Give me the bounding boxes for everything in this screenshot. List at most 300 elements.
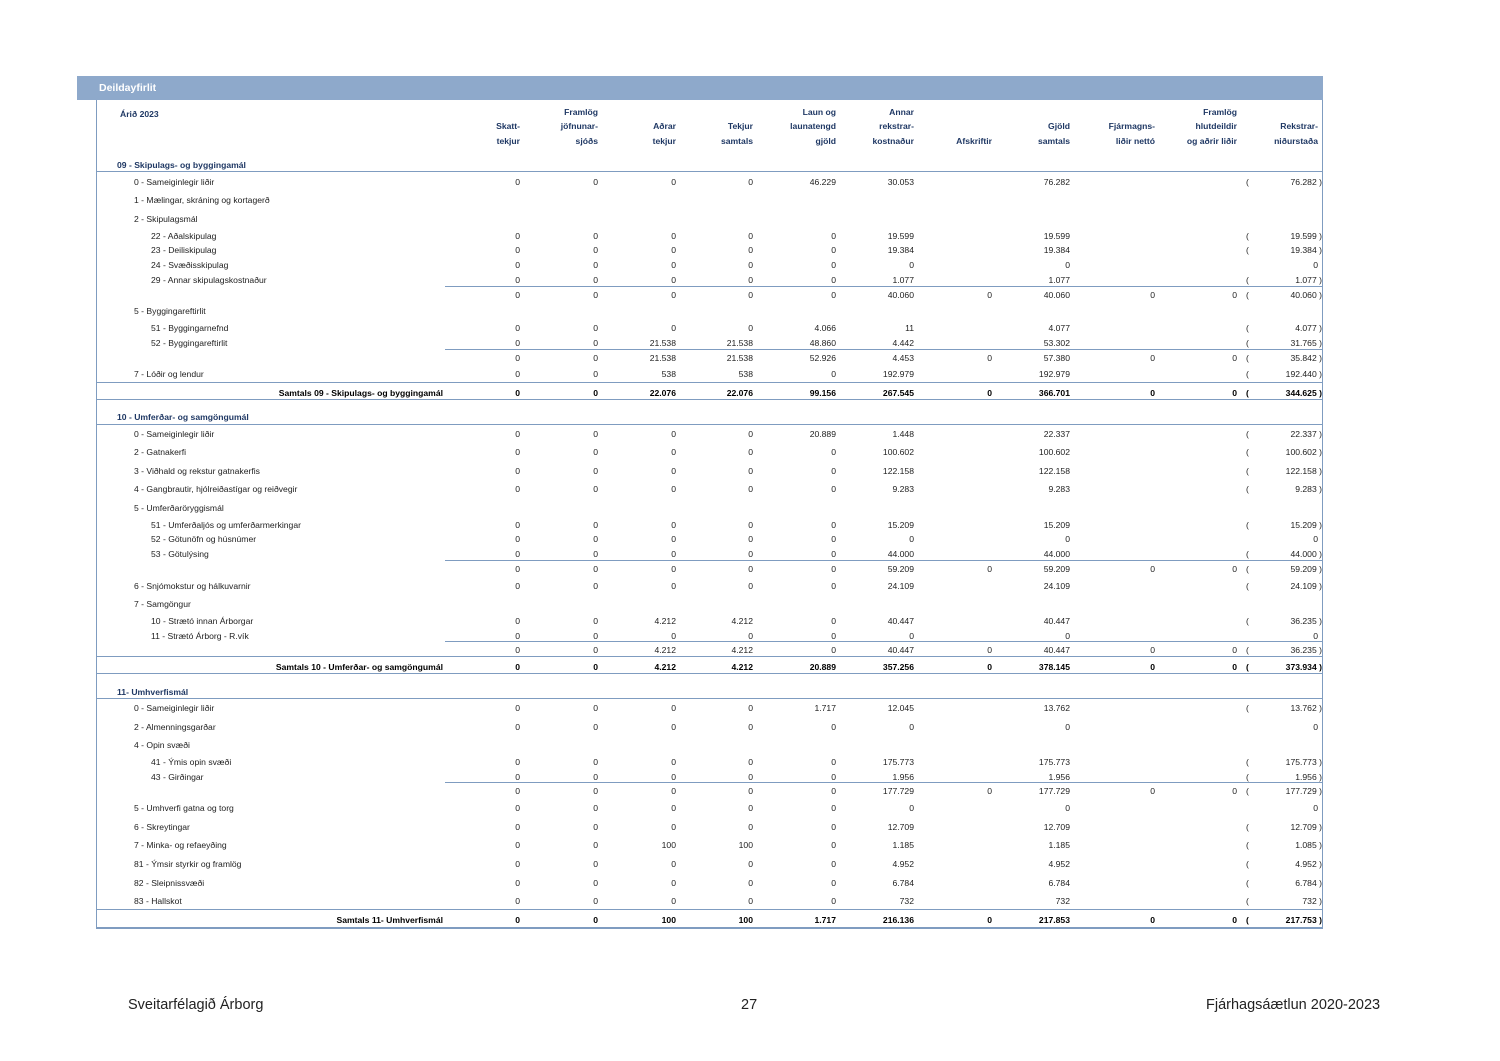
negative-open-paren: ( bbox=[1246, 662, 1249, 672]
value-cell: 0 bbox=[671, 859, 676, 869]
result-cell: 76.282 ) bbox=[1290, 177, 1322, 187]
row-label: 7 - Minka- og refaeyðing bbox=[134, 840, 227, 850]
value-cell: 0 bbox=[593, 564, 598, 574]
value-cell: 0 bbox=[1232, 915, 1237, 925]
row-divider bbox=[97, 382, 1322, 383]
table-row bbox=[0, 427, 1500, 441]
value-cell: 0 bbox=[748, 703, 753, 713]
row-divider bbox=[97, 673, 1322, 674]
value-cell: 357.256 bbox=[882, 662, 914, 672]
value-cell: 0 bbox=[515, 520, 520, 530]
value-cell: 9.283 bbox=[892, 484, 914, 494]
value-cell: 100 bbox=[738, 840, 753, 850]
value-cell: 0 bbox=[1232, 353, 1237, 363]
value-cell: 0 bbox=[748, 245, 753, 255]
value-cell: 192.979 bbox=[1038, 369, 1070, 379]
value-cell: 0 bbox=[515, 645, 520, 655]
value-cell: 21.538 bbox=[649, 353, 676, 363]
value-cell: 0 bbox=[593, 245, 598, 255]
value-cell: 1.956 bbox=[892, 772, 914, 782]
result-cell: 192.440 ) bbox=[1285, 369, 1322, 379]
value-cell: 6.784 bbox=[892, 878, 914, 888]
value-cell: 0 bbox=[748, 429, 753, 439]
value-cell: 48.860 bbox=[809, 338, 836, 348]
row-label: 2 - Almenningsgarðar bbox=[134, 722, 216, 732]
table-row bbox=[0, 273, 1500, 287]
column-header: Framlög hlutdeildir og aðrir liðir bbox=[1186, 106, 1237, 146]
row-divider bbox=[97, 424, 1322, 425]
table-row bbox=[0, 755, 1500, 769]
result-cell: 122.158 ) bbox=[1285, 466, 1322, 476]
result-cell: 19.384 ) bbox=[1290, 245, 1322, 255]
negative-open-paren: ( bbox=[1246, 757, 1249, 767]
value-cell: 4.077 bbox=[1048, 323, 1070, 333]
row-label: 4 - Gangbrautir, hjólreiðastígar og reiðvegir bbox=[134, 484, 298, 494]
result-cell: 1.956 ) bbox=[1295, 772, 1322, 782]
value-cell: 177.729 bbox=[1038, 786, 1070, 796]
result-cell: 344.625 ) bbox=[1285, 388, 1322, 398]
value-cell: 0 bbox=[987, 353, 992, 363]
value-cell: 0 bbox=[831, 290, 836, 300]
value-cell: 0 bbox=[748, 177, 753, 187]
row-label: 6 - Skreytingar bbox=[134, 822, 190, 832]
value-cell: 0 bbox=[593, 703, 598, 713]
value-cell: 0 bbox=[748, 757, 753, 767]
value-cell: 0 bbox=[593, 549, 598, 559]
value-cell: 0 bbox=[1065, 534, 1070, 544]
value-cell: 0 bbox=[515, 896, 520, 906]
value-cell: 0 bbox=[593, 353, 598, 363]
value-cell: 0 bbox=[909, 631, 914, 641]
value-cell: 0 bbox=[748, 290, 753, 300]
value-cell: 0 bbox=[987, 915, 992, 925]
row-label: 6 - Snjómokstur og hálkuvarnir bbox=[134, 581, 251, 591]
value-cell: 0 bbox=[593, 260, 598, 270]
negative-open-paren: ( bbox=[1246, 369, 1249, 379]
value-cell: 0 bbox=[909, 260, 914, 270]
value-cell: 0 bbox=[593, 581, 598, 591]
table-row bbox=[0, 229, 1500, 243]
row-divider bbox=[97, 909, 1322, 910]
value-cell: 0 bbox=[515, 534, 520, 544]
value-cell: 0 bbox=[515, 703, 520, 713]
negative-open-paren: ( bbox=[1246, 645, 1249, 655]
value-cell: 0 bbox=[831, 231, 836, 241]
value-cell: 0 bbox=[987, 786, 992, 796]
value-cell: 0 bbox=[515, 466, 520, 476]
value-cell: 0 bbox=[593, 645, 598, 655]
result-cell: 12.709 ) bbox=[1290, 822, 1322, 832]
value-cell: 1.077 bbox=[1048, 275, 1070, 285]
value-cell: 0 bbox=[671, 803, 676, 813]
footer-organization: Sveitarfélagið Árborg bbox=[128, 997, 264, 1013]
value-cell: 0 bbox=[1313, 631, 1318, 641]
value-cell: 19.384 bbox=[887, 245, 914, 255]
value-cell: 4.066 bbox=[814, 323, 836, 333]
value-cell: 15.209 bbox=[1043, 520, 1070, 530]
footer-document-title: Fjárhagsáætlun 2020-2023 bbox=[1206, 997, 1381, 1013]
value-cell: 0 bbox=[748, 549, 753, 559]
result-cell: 36.235 ) bbox=[1290, 616, 1322, 626]
value-cell: 0 bbox=[831, 859, 836, 869]
value-cell: 175.773 bbox=[1038, 757, 1070, 767]
value-cell: 40.060 bbox=[1043, 290, 1070, 300]
negative-open-paren: ( bbox=[1246, 822, 1249, 832]
value-cell: 0 bbox=[671, 631, 676, 641]
value-cell: 0 bbox=[1232, 645, 1237, 655]
value-cell: 0 bbox=[593, 616, 598, 626]
value-cell: 4.212 bbox=[731, 616, 753, 626]
value-cell: 4.212 bbox=[731, 645, 753, 655]
table-row bbox=[0, 258, 1500, 272]
result-cell: 35.842 ) bbox=[1290, 353, 1322, 363]
value-cell: 0 bbox=[831, 369, 836, 379]
value-cell: 0 bbox=[831, 447, 836, 457]
value-cell: 0 bbox=[671, 520, 676, 530]
value-cell: 0 bbox=[593, 915, 598, 925]
value-cell: 0 bbox=[831, 772, 836, 782]
result-cell: 22.337 ) bbox=[1290, 429, 1322, 439]
value-cell: 40.447 bbox=[1043, 645, 1070, 655]
value-cell: 0 bbox=[831, 581, 836, 591]
negative-open-paren: ( bbox=[1246, 484, 1249, 494]
value-cell: 0 bbox=[593, 859, 598, 869]
value-cell: 0 bbox=[987, 645, 992, 655]
value-cell: 0 bbox=[831, 822, 836, 832]
value-cell: 0 bbox=[671, 581, 676, 591]
value-cell: 22.076 bbox=[649, 388, 676, 398]
row-label: 5 - Umhverfi gatna og torg bbox=[134, 803, 234, 813]
value-cell: 0 bbox=[748, 447, 753, 457]
value-cell: 0 bbox=[748, 786, 753, 796]
result-cell: 15.209 ) bbox=[1290, 520, 1322, 530]
subtotal-row bbox=[0, 288, 1500, 302]
row-label: 7 - Lóðir og lendur bbox=[134, 369, 204, 379]
value-cell: 0 bbox=[831, 803, 836, 813]
value-cell: 0 bbox=[671, 786, 676, 796]
section-title-text: 10 - Umferðar- og samgöngumál bbox=[117, 412, 249, 422]
table-row bbox=[0, 547, 1500, 561]
row-label: 51 - Umferðaljós og umferðarmerkingar bbox=[151, 520, 301, 530]
result-cell: 4.077 ) bbox=[1295, 323, 1322, 333]
value-cell: 0 bbox=[515, 290, 520, 300]
value-cell: 732 bbox=[899, 896, 914, 906]
value-cell: 21.538 bbox=[726, 353, 753, 363]
value-cell: 0 bbox=[593, 338, 598, 348]
row-label: 52 - Götunöfn og húsnúmer bbox=[151, 534, 257, 544]
value-cell: 9.283 bbox=[1048, 484, 1070, 494]
result-cell: 44.000 ) bbox=[1290, 549, 1322, 559]
value-cell: 12.045 bbox=[887, 703, 914, 713]
negative-open-paren: ( bbox=[1246, 231, 1249, 241]
value-cell: 4.442 bbox=[892, 338, 914, 348]
value-cell: 0 bbox=[909, 534, 914, 544]
value-cell: 12.709 bbox=[1043, 822, 1070, 832]
negative-open-paren: ( bbox=[1246, 323, 1249, 333]
negative-open-paren: ( bbox=[1246, 859, 1249, 869]
result-cell: 13.762 ) bbox=[1290, 703, 1322, 713]
row-label: 0 - Sameiginlegir liðir bbox=[134, 429, 215, 439]
value-cell: 0 bbox=[748, 772, 753, 782]
value-cell: 0 bbox=[515, 275, 520, 285]
value-cell: 22.337 bbox=[1043, 429, 1070, 439]
table-row bbox=[0, 445, 1500, 459]
table-row bbox=[0, 738, 1500, 752]
value-cell: 0 bbox=[593, 323, 598, 333]
negative-open-paren: ( bbox=[1246, 466, 1249, 476]
value-cell: 0 bbox=[671, 466, 676, 476]
result-cell: 59.209 ) bbox=[1290, 564, 1322, 574]
value-cell: 0 bbox=[748, 275, 753, 285]
value-cell: 0 bbox=[748, 859, 753, 869]
value-cell: 0 bbox=[1150, 662, 1155, 672]
row-label: 2 - Gatnakerfi bbox=[134, 447, 187, 457]
row-label: 29 - Annar skipulagskostnaður bbox=[151, 275, 267, 285]
value-cell: 0 bbox=[831, 484, 836, 494]
value-cell: 19.599 bbox=[887, 231, 914, 241]
value-cell: 0 bbox=[515, 915, 520, 925]
negative-open-paren: ( bbox=[1246, 275, 1249, 285]
value-cell: 217.853 bbox=[1038, 915, 1070, 925]
value-cell: 0 bbox=[987, 564, 992, 574]
row-divider bbox=[445, 286, 1322, 287]
section-title-text: 09 - Skipulags- og byggingamál bbox=[117, 160, 246, 170]
negative-open-paren: ( bbox=[1246, 290, 1249, 300]
value-cell: 0 bbox=[1150, 388, 1155, 398]
value-cell: 0 bbox=[515, 447, 520, 457]
value-cell: 76.282 bbox=[1043, 177, 1070, 187]
value-cell: 0 bbox=[831, 631, 836, 641]
value-cell: 378.145 bbox=[1038, 662, 1070, 672]
value-cell: 13.762 bbox=[1043, 703, 1070, 713]
value-cell: 0 bbox=[671, 275, 676, 285]
result-cell: 177.729 ) bbox=[1285, 786, 1322, 796]
value-cell: 24.109 bbox=[887, 581, 914, 591]
total-label: Samtals 11- Umhverfismál bbox=[336, 915, 443, 925]
value-cell: 538 bbox=[661, 369, 676, 379]
row-label: 83 - Hallskot bbox=[134, 896, 182, 906]
value-cell: 20.889 bbox=[809, 429, 836, 439]
value-cell: 40.447 bbox=[887, 645, 914, 655]
value-cell: 0 bbox=[1150, 786, 1155, 796]
value-cell: 0 bbox=[748, 466, 753, 476]
value-cell: 1.448 bbox=[892, 429, 914, 439]
value-cell: 0 bbox=[831, 245, 836, 255]
value-cell: 0 bbox=[515, 662, 520, 672]
value-cell: 0 bbox=[831, 260, 836, 270]
value-cell: 175.773 bbox=[882, 757, 914, 767]
value-cell: 1.185 bbox=[1048, 840, 1070, 850]
row-label: 52 - Byggingareftirlit bbox=[151, 338, 228, 348]
row-label: 10 - Strætó innan Árborgar bbox=[151, 616, 254, 626]
result-cell: 31.765 ) bbox=[1290, 338, 1322, 348]
value-cell: 0 bbox=[1232, 564, 1237, 574]
value-cell: 0 bbox=[748, 722, 753, 732]
value-cell: 24.109 bbox=[1043, 581, 1070, 591]
section-title bbox=[0, 410, 1500, 424]
value-cell: 0 bbox=[748, 803, 753, 813]
value-cell: 0 bbox=[593, 429, 598, 439]
value-cell: 0 bbox=[515, 231, 520, 241]
value-cell: 21.538 bbox=[726, 338, 753, 348]
value-cell: 0 bbox=[593, 822, 598, 832]
value-cell: 0 bbox=[515, 786, 520, 796]
table-row bbox=[0, 367, 1500, 381]
value-cell: 40.447 bbox=[887, 616, 914, 626]
value-cell: 0 bbox=[987, 662, 992, 672]
value-cell: 0 bbox=[1313, 803, 1318, 813]
value-cell: 0 bbox=[831, 520, 836, 530]
column-header: Framlög jöfnunar- sjóðs bbox=[560, 106, 598, 146]
subtotal-row bbox=[0, 784, 1500, 798]
value-cell: 732 bbox=[1055, 896, 1070, 906]
negative-open-paren: ( bbox=[1246, 429, 1249, 439]
row-label: 3 - Viðhald og rekstur gatnakerfis bbox=[134, 466, 260, 476]
value-cell: 0 bbox=[593, 722, 598, 732]
value-cell: 4.212 bbox=[654, 616, 676, 626]
result-cell: 9.283 ) bbox=[1295, 484, 1322, 494]
value-cell: 0 bbox=[671, 549, 676, 559]
value-cell: 0 bbox=[515, 177, 520, 187]
subtotal-row bbox=[0, 643, 1500, 657]
value-cell: 0 bbox=[593, 840, 598, 850]
table-row bbox=[0, 482, 1500, 496]
row-label: 7 - Samgöngur bbox=[134, 599, 191, 609]
row-label: 41 - Ýmis opin svæði bbox=[151, 757, 232, 767]
value-cell: 0 bbox=[1065, 260, 1070, 270]
result-cell: 6.784 ) bbox=[1295, 878, 1322, 888]
value-cell: 192.979 bbox=[882, 369, 914, 379]
value-cell: 46.229 bbox=[809, 177, 836, 187]
value-cell: 44.000 bbox=[887, 549, 914, 559]
value-cell: 40.447 bbox=[1043, 616, 1070, 626]
value-cell: 0 bbox=[831, 564, 836, 574]
negative-open-paren: ( bbox=[1246, 915, 1249, 925]
result-cell: 40.060 ) bbox=[1290, 290, 1322, 300]
value-cell: 122.158 bbox=[1038, 466, 1070, 476]
value-cell: 0 bbox=[748, 581, 753, 591]
row-divider bbox=[445, 641, 1322, 642]
value-cell: 1.717 bbox=[814, 703, 836, 713]
value-cell: 0 bbox=[671, 231, 676, 241]
value-cell: 0 bbox=[1065, 631, 1070, 641]
value-cell: 177.729 bbox=[882, 786, 914, 796]
value-cell: 0 bbox=[748, 564, 753, 574]
table-row bbox=[0, 321, 1500, 335]
value-cell: 0 bbox=[593, 520, 598, 530]
column-header: Afskriftir bbox=[956, 135, 992, 146]
column-header: Skatt- tekjur bbox=[496, 121, 520, 146]
result-cell: 24.109 ) bbox=[1290, 581, 1322, 591]
value-cell: 0 bbox=[515, 878, 520, 888]
result-cell: 36.235 ) bbox=[1290, 645, 1322, 655]
value-cell: 44.000 bbox=[1043, 549, 1070, 559]
value-cell: 100 bbox=[661, 915, 676, 925]
column-header: Gjöld samtals bbox=[1037, 121, 1070, 146]
negative-open-paren: ( bbox=[1246, 616, 1249, 626]
value-cell: 100 bbox=[738, 915, 753, 925]
value-cell: 21.538 bbox=[649, 338, 676, 348]
row-label: 81 - Ýmsir styrkir og framlög bbox=[134, 859, 242, 869]
value-cell: 0 bbox=[831, 722, 836, 732]
value-cell: 0 bbox=[515, 484, 520, 494]
footer-page-number: 27 bbox=[741, 997, 758, 1013]
value-cell: 0 bbox=[671, 260, 676, 270]
value-cell: 0 bbox=[515, 245, 520, 255]
table-row bbox=[0, 193, 1500, 207]
value-cell: 0 bbox=[831, 616, 836, 626]
value-cell: 0 bbox=[515, 722, 520, 732]
row-label: 43 - Girðingar bbox=[151, 772, 204, 782]
negative-open-paren: ( bbox=[1246, 772, 1249, 782]
value-cell: 0 bbox=[515, 369, 520, 379]
value-cell: 59.209 bbox=[1043, 564, 1070, 574]
value-cell: 0 bbox=[1232, 662, 1237, 672]
value-cell: 0 bbox=[515, 840, 520, 850]
value-cell: 0 bbox=[593, 662, 598, 672]
value-cell: 0 bbox=[748, 231, 753, 241]
value-cell: 1.956 bbox=[1048, 772, 1070, 782]
value-cell: 0 bbox=[831, 840, 836, 850]
value-cell: 0 bbox=[593, 786, 598, 796]
row-label: 0 - Sameiginlegir liðir bbox=[134, 703, 215, 713]
table-row bbox=[0, 701, 1500, 715]
value-cell: 0 bbox=[593, 534, 598, 544]
value-cell: 0 bbox=[515, 338, 520, 348]
value-cell: 0 bbox=[1313, 722, 1318, 732]
value-cell: 0 bbox=[1313, 534, 1318, 544]
negative-open-paren: ( bbox=[1246, 896, 1249, 906]
row-label: 82 - Sleipnissvæði bbox=[134, 878, 205, 888]
value-cell: 0 bbox=[748, 822, 753, 832]
result-cell: 373.934 ) bbox=[1285, 662, 1322, 672]
value-cell: 0 bbox=[831, 786, 836, 796]
value-cell: 0 bbox=[671, 772, 676, 782]
value-cell: 0 bbox=[593, 275, 598, 285]
value-cell: 0 bbox=[515, 631, 520, 641]
value-cell: 0 bbox=[515, 757, 520, 767]
value-cell: 0 bbox=[1232, 388, 1237, 398]
negative-open-paren: ( bbox=[1246, 703, 1249, 713]
value-cell: 0 bbox=[1232, 290, 1237, 300]
subtotal-row bbox=[0, 562, 1500, 576]
value-cell: 0 bbox=[987, 290, 992, 300]
negative-open-paren: ( bbox=[1246, 786, 1249, 796]
row-label: 22 - Aðalskipulag bbox=[151, 231, 217, 241]
row-divider bbox=[445, 560, 1322, 561]
value-cell: 0 bbox=[831, 466, 836, 476]
table-row bbox=[0, 857, 1500, 871]
value-cell: 99.156 bbox=[809, 388, 836, 398]
value-cell: 0 bbox=[593, 878, 598, 888]
value-cell: 0 bbox=[671, 447, 676, 457]
year-label: Árið 2023 bbox=[120, 109, 159, 119]
value-cell: 11 bbox=[905, 323, 914, 333]
value-cell: 0 bbox=[515, 859, 520, 869]
value-cell: 0 bbox=[671, 484, 676, 494]
row-divider bbox=[97, 399, 1322, 400]
value-cell: 0 bbox=[515, 260, 520, 270]
value-cell: 0 bbox=[515, 772, 520, 782]
table-row bbox=[0, 212, 1500, 226]
value-cell: 0 bbox=[1150, 915, 1155, 925]
negative-open-paren: ( bbox=[1246, 177, 1249, 187]
value-cell: 0 bbox=[593, 772, 598, 782]
value-cell: 0 bbox=[515, 429, 520, 439]
value-cell: 0 bbox=[1065, 722, 1070, 732]
value-cell: 538 bbox=[738, 369, 753, 379]
value-cell: 0 bbox=[671, 822, 676, 832]
